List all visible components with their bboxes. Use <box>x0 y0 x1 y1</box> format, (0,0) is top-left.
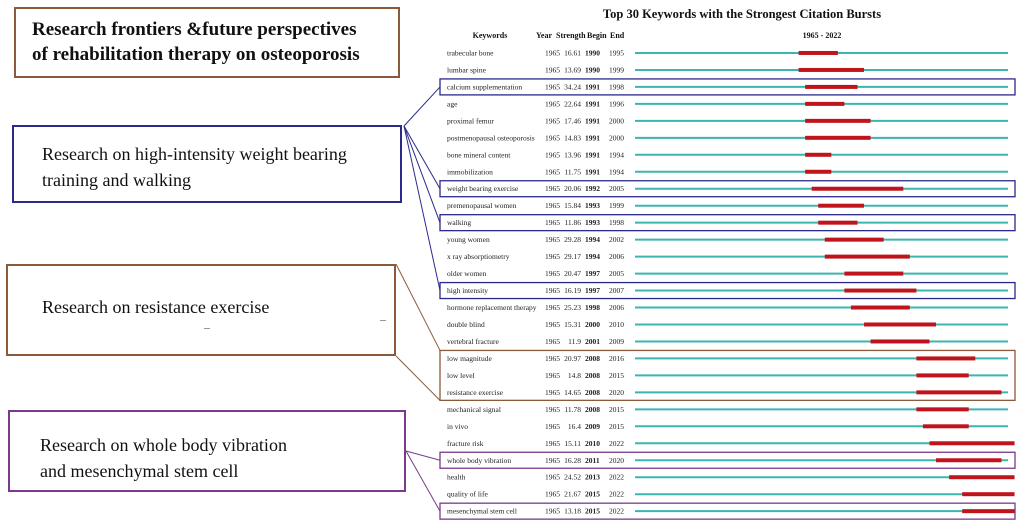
burst-bar <box>818 221 857 225</box>
end-value: 2022 <box>609 489 624 499</box>
end-value: 1994 <box>609 167 624 177</box>
keyword-label: x ray absorptiometry <box>447 252 510 262</box>
burst-bar <box>871 339 930 343</box>
strength-value: 29.17 <box>564 252 581 262</box>
table-row <box>447 82 1008 91</box>
burst-bar <box>929 441 1014 445</box>
keyword-label: bone mineral content <box>447 150 511 160</box>
keyword-label: resistance exercise <box>447 387 504 397</box>
end-value: 2007 <box>609 286 624 296</box>
year-value: 1965 <box>545 421 560 431</box>
strength-value: 13.96 <box>564 150 581 160</box>
table-row <box>447 201 1008 210</box>
strength-value: 20.06 <box>564 184 581 194</box>
weight-bearing-line-1: Research on high-intensity weight bearing <box>42 144 347 164</box>
begin-value: 1998 <box>585 303 600 313</box>
burst-bar <box>805 136 870 140</box>
year-value: 1965 <box>545 506 560 516</box>
weight-bearing-line-2: training and walking <box>42 170 191 190</box>
year-value: 1965 <box>545 252 560 262</box>
end-value: 2000 <box>609 133 624 143</box>
strength-value: 11.9 <box>568 336 581 346</box>
year-value: 1965 <box>545 201 560 211</box>
table-row <box>447 99 1008 108</box>
end-value: 2015 <box>609 370 624 380</box>
end-value: 1998 <box>609 218 624 228</box>
keyword-label: walking <box>447 218 472 228</box>
strength-value: 15.11 <box>564 438 581 448</box>
year-value: 1965 <box>545 438 560 448</box>
year-value: 1965 <box>545 48 560 58</box>
end-value: 2005 <box>609 184 624 194</box>
burst-bar <box>936 458 1001 462</box>
burst-bar <box>851 306 910 310</box>
end-value: 2022 <box>609 506 624 516</box>
end-value: 2005 <box>609 269 624 279</box>
burst-bar <box>916 356 975 360</box>
keyword-label: immobilization <box>447 167 493 177</box>
end-value: 2002 <box>609 235 624 245</box>
year-value: 1965 <box>545 218 560 228</box>
keyword-label: vertebral fracture <box>447 336 499 346</box>
end-value: 2022 <box>609 472 624 482</box>
begin-value: 2015 <box>585 489 600 499</box>
begin-value: 2001 <box>585 336 600 346</box>
end-value: 2000 <box>609 116 624 126</box>
keyword-label: age <box>447 99 458 109</box>
burst-bar <box>825 255 910 259</box>
begin-value: 1992 <box>585 184 600 194</box>
table-rows <box>447 48 1015 522</box>
keyword-label: high intensity <box>447 286 489 296</box>
strength-value: 20.47 <box>564 269 581 279</box>
weight-bearing-connector <box>404 87 440 126</box>
header-begin: Begin <box>587 31 607 40</box>
burst-bar <box>805 85 857 89</box>
burst-bar <box>916 373 968 377</box>
keyword-label: whole body vibration <box>447 455 512 465</box>
burst-bar <box>864 322 936 326</box>
burst-bar <box>844 272 903 276</box>
year-value: 1965 <box>545 387 560 397</box>
year-value: 1965 <box>545 82 560 92</box>
year-value: 1965 <box>545 353 560 363</box>
strength-value: 21.67 <box>564 489 581 499</box>
year-value: 1965 <box>545 370 560 380</box>
keyword-label: mesenchymal stem cell <box>447 506 517 516</box>
year-value: 1965 <box>545 116 560 126</box>
table-row <box>447 405 1008 414</box>
table-row <box>447 252 1008 261</box>
table-row <box>447 167 1008 176</box>
resistance-connector <box>396 356 440 400</box>
strength-value: 16.19 <box>564 286 581 296</box>
begin-value: 2008 <box>585 387 600 397</box>
burst-bar <box>805 102 844 106</box>
table-row <box>447 218 1008 227</box>
keyword-label: young women <box>447 235 490 245</box>
strength-value: 14.8 <box>567 370 581 380</box>
table-row <box>447 320 1008 329</box>
strength-value: 14.83 <box>564 133 581 143</box>
begin-value: 1997 <box>585 286 600 296</box>
table-row <box>447 490 1015 499</box>
table-row <box>447 150 1008 159</box>
vibration-line-1: Research on whole body vibration <box>40 435 287 455</box>
title-line-1: Research frontiers &future perspectives <box>32 19 357 40</box>
burst-bar <box>916 390 1001 394</box>
table-row <box>447 303 1008 312</box>
begin-value: 2008 <box>585 404 600 414</box>
table-row <box>447 473 1015 482</box>
burst-bar <box>818 204 864 208</box>
begin-value: 1990 <box>585 48 600 58</box>
end-value: 1996 <box>609 99 624 109</box>
table-row <box>447 337 1008 346</box>
strength-value: 13.18 <box>564 506 581 516</box>
begin-value: 1991 <box>585 133 600 143</box>
begin-value: 1991 <box>585 82 600 92</box>
table-row <box>447 422 1008 431</box>
callout-connectors <box>396 79 1015 519</box>
year-value: 1965 <box>545 235 560 245</box>
strength-value: 11.78 <box>564 404 581 414</box>
stray-mark <box>204 328 210 329</box>
end-value: 2009 <box>609 336 624 346</box>
strength-value: 20.97 <box>564 353 581 363</box>
table-row <box>447 354 1008 363</box>
begin-value: 1993 <box>585 201 600 211</box>
end-value: 1999 <box>609 201 624 211</box>
keyword-label: calcium supplementation <box>447 82 523 92</box>
year-value: 1965 <box>545 167 560 177</box>
keyword-label: health <box>447 472 466 482</box>
keyword-label: postmenopausal osteoporosis <box>447 133 535 143</box>
resistance-connector <box>396 264 440 350</box>
year-value: 1965 <box>545 336 560 346</box>
keyword-label: mechanical signal <box>447 404 501 414</box>
keyword-label: proximal femur <box>447 116 494 126</box>
burst-bar <box>799 68 864 72</box>
table-row <box>447 65 1008 74</box>
year-value: 1965 <box>545 404 560 414</box>
year-value: 1965 <box>545 184 560 194</box>
year-value: 1965 <box>545 489 560 499</box>
resistance-line-1: Research on resistance exercise <box>42 297 270 317</box>
keyword-label: weight bearing exercise <box>447 184 519 194</box>
table-row <box>447 439 1015 448</box>
end-value: 2020 <box>609 455 624 465</box>
strength-value: 22.64 <box>564 99 581 109</box>
year-value: 1965 <box>545 303 560 313</box>
table-row <box>447 133 1008 142</box>
burst-bar <box>949 475 1014 479</box>
keyword-label: premenopausal women <box>447 201 517 211</box>
strength-value: 11.75 <box>564 167 581 177</box>
begin-value: 1994 <box>585 235 600 245</box>
burst-bar <box>916 407 968 411</box>
end-value: 2006 <box>609 303 624 313</box>
strength-value: 29.28 <box>564 235 581 245</box>
begin-value: 1991 <box>585 116 600 126</box>
title-callout <box>14 7 400 78</box>
burst-bar <box>805 153 831 157</box>
table-row <box>447 507 1015 516</box>
keyword-label: double blind <box>447 319 485 329</box>
header-timeline: 1965 - 2022 <box>802 31 842 40</box>
header-end: End <box>610 31 625 40</box>
strength-value: 25.23 <box>564 303 581 313</box>
begin-value: 1994 <box>585 252 600 262</box>
end-value: 1998 <box>609 82 624 92</box>
begin-value: 2011 <box>585 455 600 465</box>
table-row <box>447 371 1008 380</box>
begin-value: 2009 <box>585 421 600 431</box>
vibration-callout <box>8 410 406 492</box>
stray-mark <box>380 320 386 321</box>
begin-value: 1990 <box>585 65 600 75</box>
end-value: 2006 <box>609 252 624 262</box>
year-value: 1965 <box>545 472 560 482</box>
end-value: 1994 <box>609 150 624 160</box>
begin-value: 2013 <box>585 472 600 482</box>
table-row <box>447 456 1008 465</box>
header-keywords: Keywords <box>472 31 508 40</box>
burst-bar <box>923 424 969 428</box>
end-value: 2020 <box>609 387 624 397</box>
keyword-label: hormone replacement therapy <box>447 303 537 313</box>
begin-value: 1991 <box>585 167 600 177</box>
strength-value: 34.24 <box>564 82 581 92</box>
strength-value: 14.65 <box>564 387 581 397</box>
year-value: 1965 <box>545 150 560 160</box>
begin-value: 1993 <box>585 218 600 228</box>
keyword-label: low magnitude <box>447 353 492 363</box>
table-row <box>447 286 1008 295</box>
burst-bar <box>962 492 1014 496</box>
strength-value: 16.28 <box>564 455 581 465</box>
end-value: 2016 <box>609 353 624 363</box>
keyword-label: low level <box>447 370 475 380</box>
year-value: 1965 <box>545 133 560 143</box>
keyword-label: trabecular bone <box>447 48 494 58</box>
table-row <box>447 184 1008 193</box>
burst-bar <box>805 119 870 123</box>
resistance-callout <box>6 264 396 356</box>
end-value: 1995 <box>609 48 624 58</box>
year-value: 1965 <box>545 286 560 296</box>
strength-value: 16.61 <box>564 48 581 58</box>
year-value: 1965 <box>545 319 560 329</box>
begin-value: 2008 <box>585 353 600 363</box>
table-row <box>447 235 1008 244</box>
weight-bearing-callout <box>12 125 402 203</box>
header-strength: Strength <box>556 31 586 40</box>
table-header <box>473 31 842 40</box>
begin-value: 2000 <box>585 319 600 329</box>
strength-value: 13.69 <box>564 65 581 75</box>
begin-value: 1997 <box>585 269 600 279</box>
end-value: 2022 <box>609 438 624 448</box>
keyword-label: fracture risk <box>447 438 484 448</box>
header-year: Year <box>536 31 552 40</box>
keyword-label: quality of life <box>447 489 488 499</box>
strength-value: 16.4 <box>567 421 581 431</box>
strength-value: 11.86 <box>564 218 581 228</box>
burst-bar <box>812 187 904 191</box>
year-value: 1965 <box>545 455 560 465</box>
burst-bar <box>805 170 831 174</box>
end-value: 2015 <box>609 404 624 414</box>
vibration-connector <box>406 451 440 511</box>
keyword-label: in vivo <box>447 421 469 431</box>
year-value: 1965 <box>545 65 560 75</box>
burst-bar <box>825 238 884 242</box>
burst-bar <box>844 289 916 293</box>
burst-bar <box>962 509 1014 513</box>
vibration-line-2: and mesenchymal stem cell <box>40 461 239 481</box>
weight-bearing-connector <box>404 126 440 189</box>
end-value: 1999 <box>609 65 624 75</box>
vibration-connector <box>406 451 440 460</box>
keyword-label: lumbar spine <box>447 65 486 75</box>
table-row <box>447 116 1008 125</box>
strength-value: 15.31 <box>564 319 581 329</box>
table-row <box>447 48 1008 57</box>
keyword-label: older women <box>447 269 487 279</box>
end-value: 2015 <box>609 421 624 431</box>
table-row <box>447 269 1008 278</box>
strength-value: 17.46 <box>564 116 581 126</box>
begin-value: 1991 <box>585 150 600 160</box>
end-value: 2010 <box>609 319 624 329</box>
begin-value: 2008 <box>585 370 600 380</box>
strength-value: 24.52 <box>564 472 581 482</box>
title-line-2: of rehabilitation therapy on osteoporosis <box>32 44 360 65</box>
year-value: 1965 <box>545 269 560 279</box>
table-row <box>447 388 1008 397</box>
strength-value: 15.84 <box>564 201 581 211</box>
begin-value: 1991 <box>585 99 600 109</box>
burst-bar <box>799 51 838 55</box>
begin-value: 2015 <box>585 506 600 516</box>
year-value: 1965 <box>545 99 560 109</box>
begin-value: 2010 <box>585 438 600 448</box>
chart-title: Top 30 Keywords with the Strongest Citation Bursts <box>602 7 882 21</box>
